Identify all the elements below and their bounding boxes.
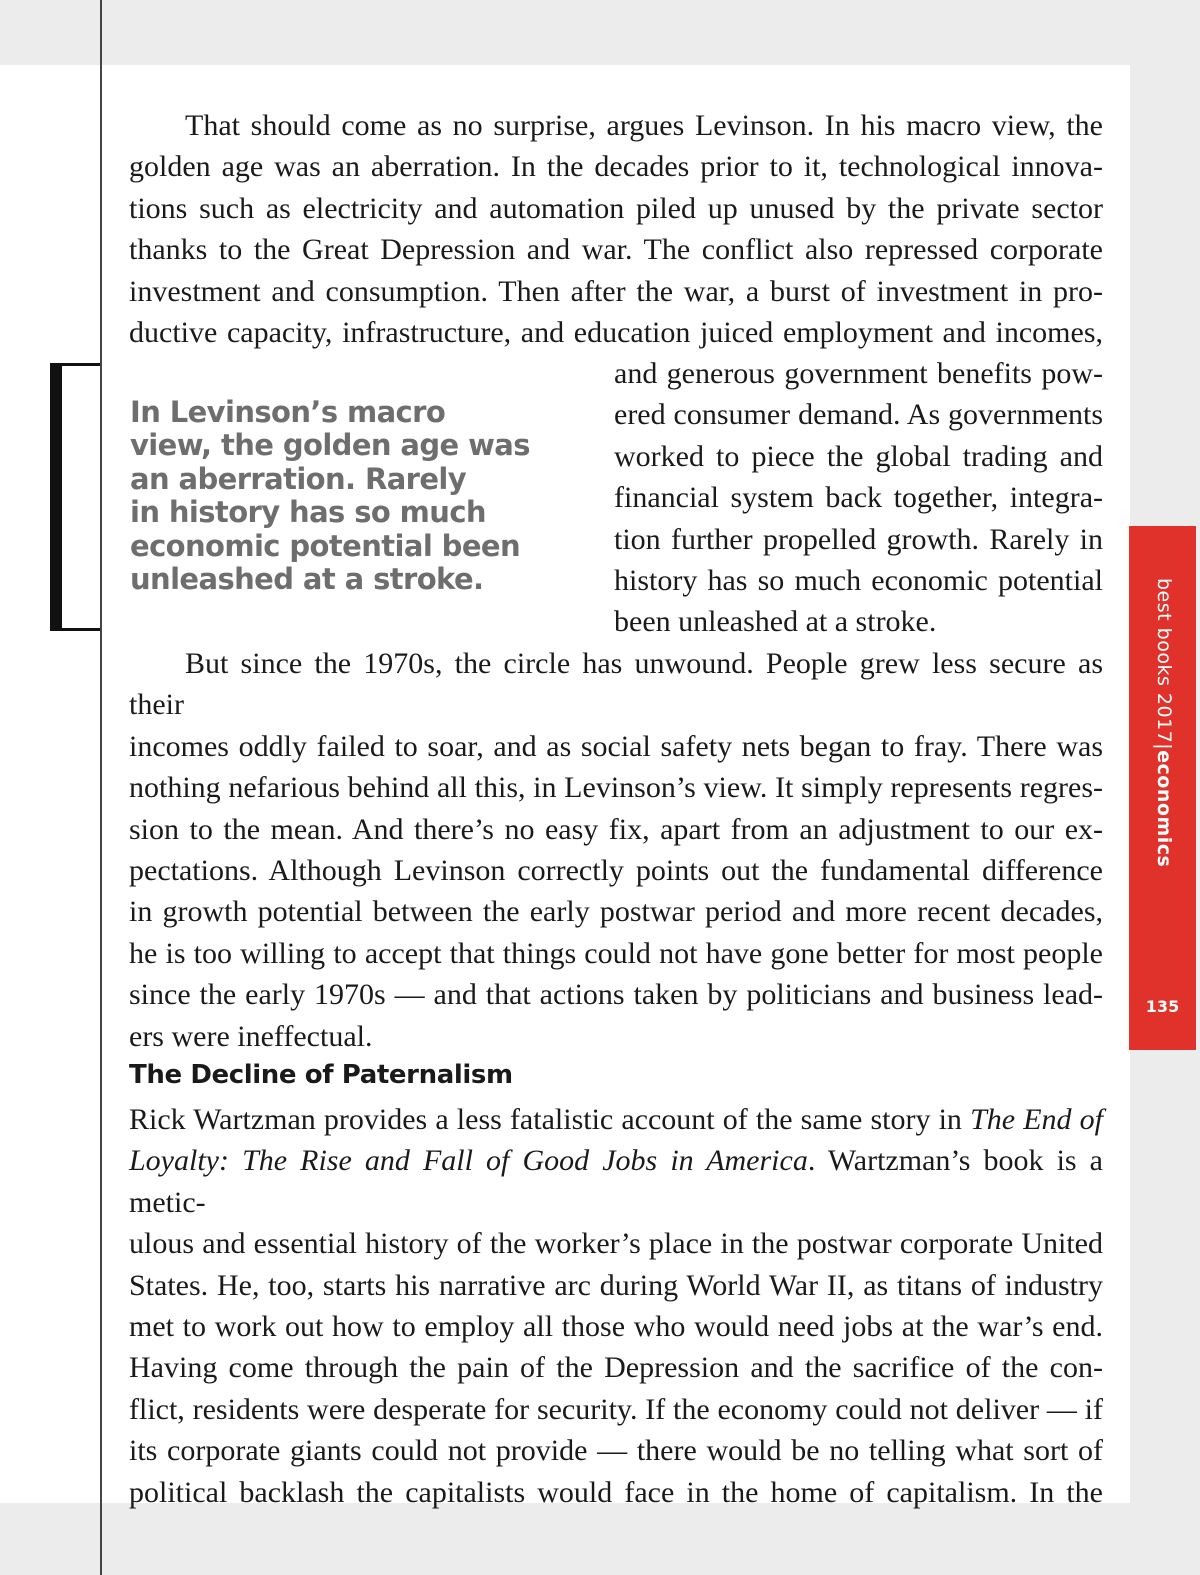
- text-line: ers were ineffectual.: [129, 1019, 373, 1053]
- text-line: ductive capacity, infrastructure, and education juiced employment and incomes,: [129, 316, 1103, 350]
- text-line: political backlash the capitalists would face in the home of capitalism. In the: [129, 1475, 1103, 1509]
- section-tab-label: [1153, 578, 1175, 867]
- text-line: sion to the mean. And there’s no easy fix, apart from an adjustment to our ex-: [129, 812, 1103, 846]
- text-line: [129, 1140, 1103, 1223]
- text-line: golden age was an aberration. In the decades prior to it, technological innova-: [129, 150, 1103, 184]
- text-line: flict, residents were desperate for security. If the economy could not deliver — if: [129, 1392, 1103, 1426]
- text-line: its corporate giants could not provide — there would be no telling what sort of: [129, 1434, 1103, 1468]
- text-line: in growth potential between the early postwar period and more recent decades,: [129, 895, 1103, 929]
- pull-quote-line: view, the golden age was: [130, 428, 530, 463]
- pull-quote-bracket: [50, 363, 100, 631]
- text-line: tion further propelled growth. Rarely in: [614, 522, 1103, 556]
- section-name: economics: [1153, 750, 1175, 868]
- text-line: and generous government benefits pow-: [614, 357, 1103, 390]
- text-line: ulous and essential history of the worker’s place in the postwar corporate United: [129, 1227, 1103, 1261]
- text-line: thanks to the Great Depression and war. The conflict also repressed corporate: [129, 233, 1103, 267]
- text-line: tions such as electricity and automation piled up unused by the private sector: [129, 191, 1103, 225]
- pull-quote-line: an aberration. Rarely: [130, 461, 467, 496]
- paragraph-1: [129, 105, 1103, 353]
- text-line: investment and consumption. Then after the war, a burst of investment in pro-: [129, 274, 1103, 308]
- text-line: he is too willing to accept that things could not have gone better for most people: [129, 936, 1103, 970]
- text-line: incomes oddly failed to soar, and as social safety nets began to fray. There was: [129, 729, 1103, 763]
- spine-divider: [100, 0, 102, 1575]
- pull-quote-line: economic potential been: [130, 528, 521, 563]
- paragraph-2: [129, 643, 1103, 1057]
- text-run: . Wartzman’s book is a metic-: [129, 1144, 1103, 1219]
- pull-quote-line: unleashed at a stroke.: [130, 562, 484, 597]
- text-line: ered consumer demand. As governments: [614, 398, 1103, 432]
- paragraph-1-continued: [614, 353, 1103, 643]
- pull-quote-line: In Levinson’s macro: [130, 395, 446, 429]
- text-line: Having come through the pain of the Depression and the sacrifice of the con-: [129, 1351, 1103, 1385]
- section-heading: The Decline of Paternalism: [129, 1060, 513, 1090]
- book-title: Loyalty: The Rise and Fall of Good Jobs in America: [129, 1144, 808, 1178]
- text-line: pectations. Although Levinson correctly points out the fundamental difference: [129, 854, 1103, 888]
- text-line: [129, 1099, 1103, 1140]
- tab-separator: |: [1153, 743, 1175, 751]
- text-run: Rick Wartzman provides a less fatalistic account of the same story in: [129, 1103, 971, 1136]
- paragraph-3: [129, 1099, 1103, 1513]
- page-number: 135: [1145, 997, 1180, 1016]
- text-line: since the early 1970s — and that actions taken by politicians and business lead-: [129, 978, 1103, 1012]
- text-line: States. He, too, starts his narrative arc during World War II, as titans of industry: [129, 1268, 1103, 1302]
- text-line: But since the 1970s, the circle has unwound. People grew less secure as their: [129, 647, 1103, 722]
- text-line: history has so much economic potential: [614, 564, 1103, 598]
- text-line: been unleashed at a stroke.: [614, 605, 937, 639]
- series-name: best books 2017: [1153, 578, 1175, 744]
- text-line: worked to piece the global trading and: [614, 439, 1103, 473]
- pull-quote: [130, 396, 550, 596]
- text-line: met to work out how to employ all those who would need jobs at the war’s end.: [129, 1310, 1103, 1344]
- pull-quote-line: in history has so much: [130, 495, 486, 530]
- text-line: financial system back together, integra-: [614, 481, 1103, 515]
- text-line: That should come as no surprise, argues Levinson. In his macro view, the: [185, 109, 1103, 142]
- text-line: nothing nefarious behind all this, in Levinson’s view. It simply represents regres-: [129, 771, 1103, 805]
- book-title: The End of: [970, 1103, 1103, 1136]
